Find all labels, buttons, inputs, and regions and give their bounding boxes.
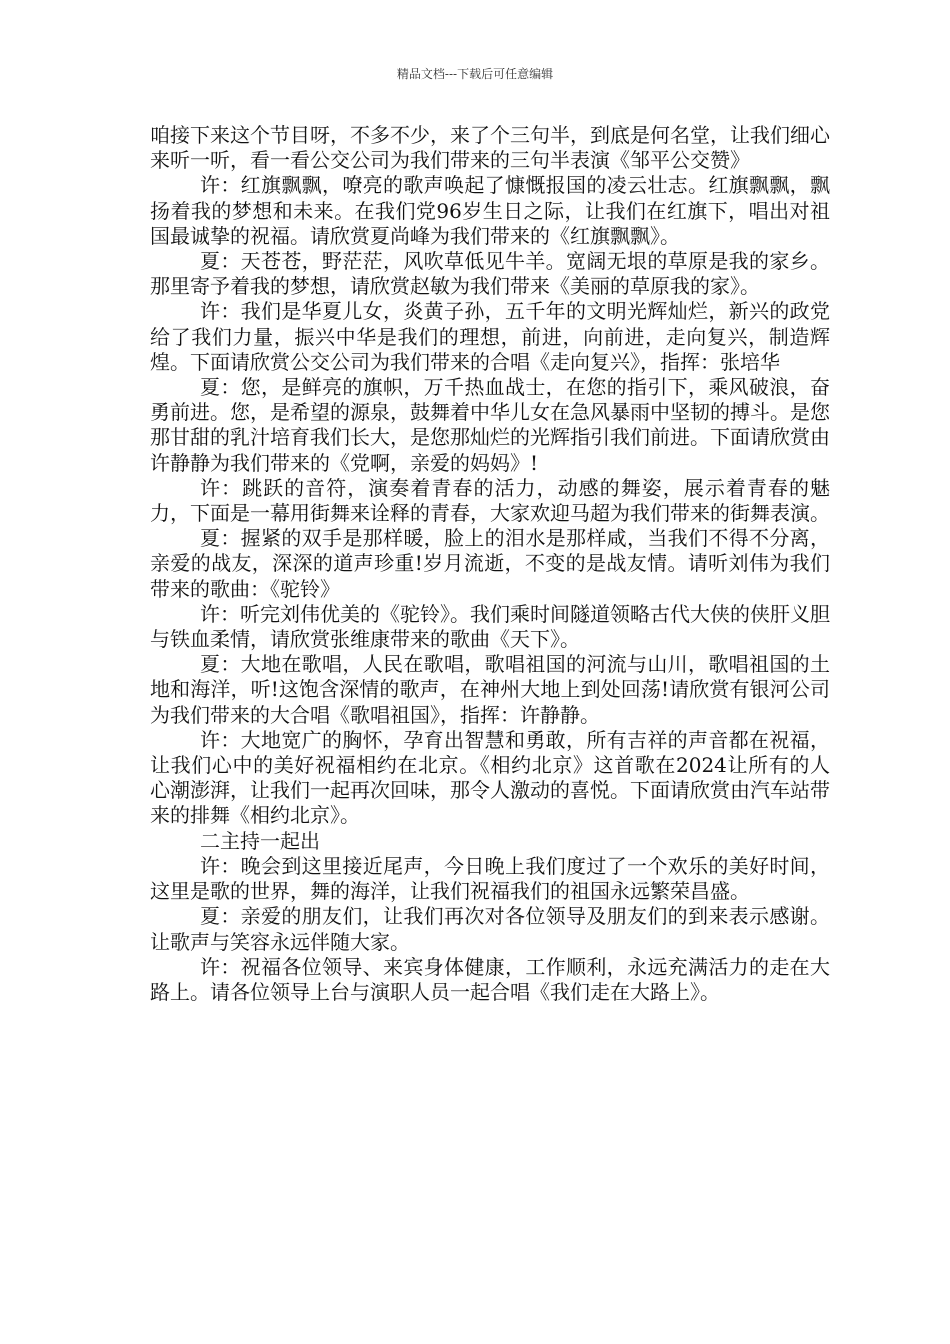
paragraph-beijing: 许：大地宽广的胸怀，孕育出智慧和勇敢，所有吉祥的声音都在祝福，让我们心中的美好祝福相约在北京。《相约北京》这首歌在2024让所有的人心潮澎湃，让我们一起再次回味，那令人激动的喜悦。下面请欣赏由汽车站带来的排舞《相约北京》。 (150, 727, 830, 828)
document-body (150, 123, 830, 1005)
page-header: 精品文档---下载后可任意编辑 (396, 67, 554, 81)
paragraph-tianxia: 许：听完刘伟优美的《驼铃》。我们乘时间隧道领略古代大侠的侠肝义胆与铁血柔情，请欣赏张维康带来的歌曲《天下》。 (150, 601, 830, 652)
paragraph-closing-1: 许：晚会到这里接近尾声，今日晚上我们度过了一个欢乐的美好时间，这里是歌的世界，舞的海洋，让我们祝福我们的祖国永远繁荣昌盛。 (150, 853, 830, 904)
paragraph-jiewu: 许：跳跃的音符，演奏着青春的活力，动感的舞姿，展示着青春的魅力，下面是一幕用街舞来诠释的青春，大家欢迎马超为我们带来的街舞表演。 (150, 475, 830, 526)
paragraph-hongqi: 许：红旗飘飘，嘹亮的歌声唤起了慷慨报国的凌云壮志。红旗飘飘，飘扬着我的梦想和未来。在我们党96岁生日之际，让我们在红旗下，唱出对祖国最诚挚的祝福。请欣赏夏尚峰为我们带来的《红旗飘飘》。 (150, 173, 830, 248)
paragraph-closing-3: 许：祝福各位领导、来宾身体健康，工作顺利，永远充满活力的走在大路上。请各位领导上台与演职人员一起合唱《我们走在大路上》。 (150, 954, 830, 1004)
paragraph-intro: 咱接下来这个节目呀，不多不少，来了个三句半，到底是何名堂，让我们细心来听一听，看一看公交公司为我们带来的三句半表演《邹平公交赞》 (150, 123, 830, 173)
paragraph-fuxing: 许：我们是华夏儿女，炎黄子孙，五千年的文明光辉灿烂，新兴的政党给了我们力量，振兴中华是我们的理想，前进，向前进，走向复兴，制造辉煌。下面请欣赏公交公司为我们带来的合唱《走向复兴》，指挥：张培华 (150, 299, 830, 374)
paragraph-gechang: 夏：大地在歌唱，人民在歌唱，歌唱祖国的河流与山川，歌唱祖国的土地和海洋，听!这饱含深情的歌声，在神州大地上到处回荡!请欣赏有银河公司为我们带来的大合唱《歌唱祖国》，指挥：许静静。 (150, 652, 830, 727)
paragraph-dangaa: 夏：您，是鲜亮的旗帜，万千热血战士，在您的指引下，乘风破浪，奋勇前进。您，是希望的源泉，鼓舞着中华儿女在急风暴雨中坚韧的搏斗。是您那甘甜的乳汁培育我们长大，是您那灿烂的光辉指引我们前进。下面请欣赏由许静静为我们带来的《党啊，亲爱的妈妈》! (150, 375, 830, 475)
paragraph-caoyuan: 夏：天苍苍，野茫茫，风吹草低见牛羊。宽阔无垠的草原是我的家乡。那里寄予着我的梦想，请欣赏赵敏为我们带来《美丽的草原我的家》。 (150, 249, 830, 299)
paragraph-tuoling: 夏：握紧的双手是那样暖，脸上的泪水是那样咸，当我们不得不分离，亲爱的战友，深深的道声珍重!岁月流逝，不变的是战友情。请听刘伟为我们带来的歌曲：《驼铃》 (150, 526, 830, 601)
paragraph-closing-2: 夏：亲爱的朋友们，让我们再次对各位领导及朋友们的到来表示感谢。让歌声与笑容永远伴随大家。 (150, 904, 830, 954)
paragraph-section-note: 二主持一起出 (200, 828, 320, 853)
